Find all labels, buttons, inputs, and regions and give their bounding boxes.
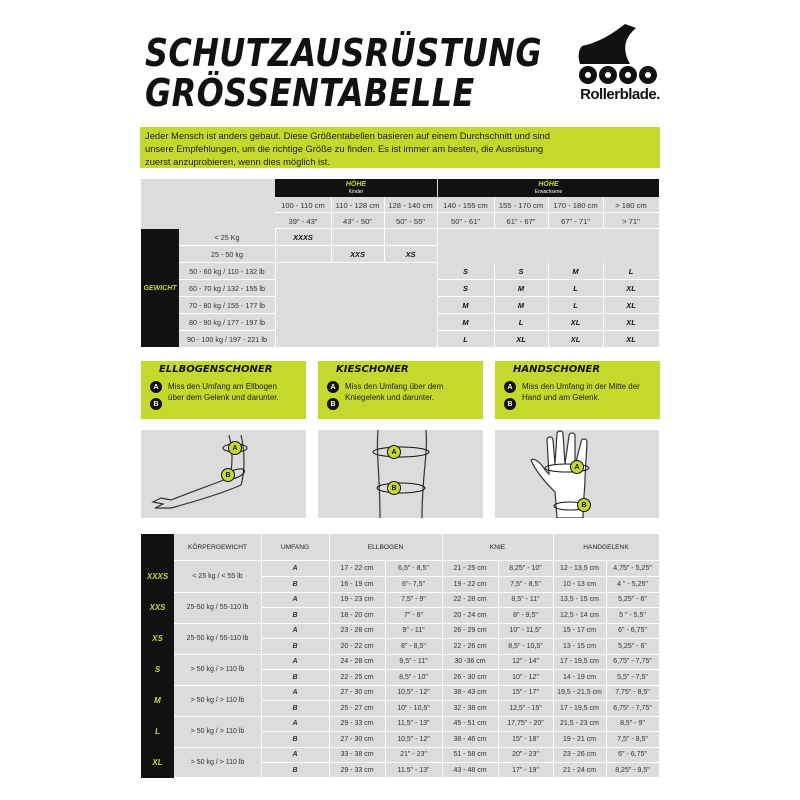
size-value-cell: L <box>518 318 524 327</box>
measure-cell: 51 - 58 cm <box>453 751 487 759</box>
grid-line <box>275 229 276 347</box>
measure-cell: 8,25" - 10" <box>509 565 542 573</box>
measure-cell: 19,5 - 21,5 cm <box>557 689 602 697</box>
measure-cell: 38 - 43 cm <box>453 689 487 697</box>
measure-cell: 22 - 28 cm <box>453 596 487 604</box>
umfang-cell: B <box>292 642 298 650</box>
grid-line <box>384 229 385 263</box>
grid-line <box>261 561 262 778</box>
measure-cell: 10" - 10,5" <box>397 704 430 712</box>
measure-cell: 26 - 30 cm <box>453 673 487 681</box>
measure-cell: 10,5" - 12" <box>397 689 430 697</box>
grid-line <box>384 197 385 229</box>
measure-cell: 12 - 13,5 cm <box>560 565 599 573</box>
grid-line <box>603 263 604 347</box>
size-label: XL <box>141 747 174 778</box>
elbow-illustration <box>141 430 306 518</box>
measure-cell: 4 " - 5,25" <box>617 580 648 588</box>
umfang-cell: B <box>292 580 298 588</box>
weight-range-cell: 70 - 80 kg / 155 - 177 lb <box>189 301 265 310</box>
marker-b-badge: B <box>150 398 162 410</box>
table-corner <box>141 534 174 561</box>
umfang-cell: B <box>292 611 298 619</box>
measure-cell: 4,75" - 5,25" <box>613 565 652 573</box>
protector-title: KIESCHONER <box>318 361 483 377</box>
measure-cell: 13 - 15 cm <box>562 642 597 650</box>
marker-a-badge: A <box>150 381 162 393</box>
height-inch-cell: 67" - 71" <box>560 216 591 226</box>
umfang-cell: A <box>292 596 298 604</box>
marker-b-badge: B <box>327 398 339 410</box>
measure-cell: 10" - 12" <box>512 673 539 681</box>
height-cm-cell: 100 - 110 cm <box>281 200 325 210</box>
umfang-cell: A <box>292 751 298 759</box>
size-label: S <box>141 654 174 685</box>
size-label: M <box>141 685 174 716</box>
height-cm-cell: 140 - 155 cm <box>443 200 488 210</box>
weight-range-cell: 90 - 100 kg / 197 - 221 lb <box>187 335 267 344</box>
size-value-cell: L <box>573 284 578 293</box>
measure-cell: 27 - 30 cm <box>340 735 374 743</box>
size-value-cell: S <box>463 267 468 276</box>
height-inch-cell: 50" - 55" <box>395 216 426 226</box>
marker-a: A <box>228 441 242 455</box>
body-weight-cell: > 50 kg / > 110 lb <box>190 728 245 735</box>
measure-cell: 6" - 6,75" <box>618 751 647 759</box>
marker-a: A <box>570 460 584 474</box>
size-value-cell: M <box>462 318 469 327</box>
height-cm-cell: 128 - 140 cm <box>388 200 433 210</box>
grid-line <box>329 534 330 561</box>
measure-cell: 6,75" - 7,75" <box>613 704 652 712</box>
measure-cell: 38 - 46 cm <box>453 735 487 743</box>
measure-cell: 12" - 14" <box>512 658 539 666</box>
grid-line <box>385 561 386 778</box>
size-value-cell: S <box>463 284 468 293</box>
grid-line <box>494 263 495 347</box>
size-value-cell: XL <box>570 335 581 344</box>
size-value-cell: M <box>462 301 469 310</box>
umfang-cell: A <box>292 658 298 666</box>
height-inch-cell: > 71" <box>622 216 640 226</box>
grid-line <box>329 561 330 778</box>
protector-header <box>495 361 660 377</box>
measure-cell: 21,5 - 23 cm <box>560 720 599 728</box>
height-inch-cell: 39" - 43" <box>288 216 318 226</box>
grid-line <box>437 197 438 229</box>
umfang-cell: B <box>292 766 298 774</box>
measure-cell: 15" - 17" <box>512 689 539 697</box>
measure-cell: 8,5" - 11" <box>511 596 540 604</box>
intro-text: Jeder Mensch ist anders gebaut. Diese Größentabellen basieren auf einem Durchschnitt und sind unsere Empfehlungen, um die richtige Größe zu finden. Es ist immer am besten, die Ausrüstung zuerst anzuprobieren, wenn dies möglich ist. <box>140 127 660 168</box>
size-value-cell: L <box>463 335 468 344</box>
measure-cell: 5,25" - 6" <box>618 642 647 650</box>
grid-line <box>275 212 659 213</box>
height-inch-cell: 50" - 61" <box>450 216 481 226</box>
grid-line <box>261 534 262 561</box>
weight-range-cell: < 25 Kg <box>214 233 240 242</box>
measure-cell: 17 - 22 cm <box>340 565 374 573</box>
size-value-cell: M <box>517 284 525 293</box>
grid-line <box>494 197 495 229</box>
measure-cell: 9" - 11" <box>402 627 425 635</box>
size-value-cell: L <box>628 267 634 276</box>
measure-cell: 20 - 22 cm <box>340 642 374 650</box>
measure-cell: 17 - 19,5 cm <box>560 658 599 666</box>
measure-cell: 27 - 30 cm <box>340 689 374 697</box>
size-label: L <box>141 716 174 747</box>
measure-cell: 7" - 8" <box>404 611 423 619</box>
col-header-weight: KÖRPERGEWICHT <box>188 544 247 551</box>
protector-title: ELLBOGENSCHONER <box>141 361 306 377</box>
grid-line <box>275 262 437 263</box>
measure-cell: 33 - 38 cm <box>340 751 374 759</box>
grid-line <box>548 263 549 347</box>
measure-cell: 9,5" - 11" <box>399 658 428 666</box>
protector-header <box>141 361 306 377</box>
measure-cell: 5 " - 5,5" <box>619 611 646 619</box>
marker-a-badge: A <box>327 381 339 393</box>
grid-line <box>606 561 607 778</box>
skate-logo-icon <box>570 20 670 86</box>
size-value-cell: L <box>573 301 578 310</box>
measure-cell: 17 - 19,5 cm <box>560 704 599 712</box>
brand-logo <box>570 20 670 110</box>
protector-header <box>318 361 483 377</box>
marker-b: B <box>221 468 235 482</box>
body-weight-cell: 25-50 kg / 55-110 lb <box>186 635 249 642</box>
body-weight-cell: > 50 kg / > 110 lb <box>190 666 245 673</box>
kids-height-header: HÖHE Kinder <box>275 179 437 197</box>
marker-a: A <box>387 445 401 459</box>
grid-line <box>437 229 438 347</box>
weight-range-cell: 50 - 60 kg / 110 - 132 lb <box>189 267 265 276</box>
measure-cell: 14 - 19 cm <box>562 673 597 681</box>
height-cm-cell: 110 - 128 cm <box>335 200 380 210</box>
weight-label: GEWICHT <box>141 229 179 347</box>
knee-illustration <box>318 430 483 518</box>
measure-cell: 8,5" - 10" <box>399 673 428 681</box>
umfang-cell: B <box>292 673 298 681</box>
grid-line <box>331 229 332 263</box>
marker-a-badge: A <box>504 381 516 393</box>
measure-cell: 32 - 38 cm <box>453 704 487 712</box>
measure-cell: 19 - 23 cm <box>340 596 374 604</box>
grid-line <box>275 228 659 229</box>
height-cm-cell: 155 - 170 cm <box>498 200 544 210</box>
measure-cell: 21 - 24 cm <box>562 766 597 774</box>
umfang-cell: A <box>292 627 298 635</box>
size-value-cell: XL <box>626 284 636 293</box>
measure-cell: 8" - 8,5" <box>401 642 426 650</box>
measure-cell: 11.5" - 13" <box>397 766 430 774</box>
marker-b-badge: B <box>504 398 516 410</box>
measure-cell: 16 - 19 cm <box>340 580 374 588</box>
grid-line <box>275 245 437 246</box>
size-label: XS <box>141 623 174 654</box>
measure-cell: 15" - 18" <box>512 735 539 743</box>
umfang-cell: A <box>292 720 298 728</box>
height-inch-cell: 43" - 50" <box>342 216 373 226</box>
instruction-line-b: Hand und am Gelenk. <box>522 393 600 402</box>
protector-instructions <box>318 377 483 419</box>
grid-line <box>331 197 332 229</box>
adult-height-header: HÖHE Erwachsene <box>438 179 659 197</box>
col-header-wrist: HANDGELENK <box>583 544 629 551</box>
measure-cell: 17" - 19" <box>512 766 539 774</box>
umfang-cell: A <box>292 689 298 697</box>
size-value-cell: M <box>517 301 525 310</box>
measure-cell: 8,25" - 9,5" <box>615 766 650 774</box>
height-inch-cell: 61" - 67" <box>506 216 536 226</box>
measure-cell: 30 -36 cm <box>454 658 486 666</box>
marker-b: B <box>577 498 591 512</box>
measure-cell: 11,5" - 13" <box>397 720 430 728</box>
measure-cell: 5,25" - 6" <box>618 596 647 604</box>
measure-cell: 15 - 17 cm <box>562 627 597 635</box>
instruction-line-a: Miss den Umfang am Ellbogen <box>168 382 277 391</box>
body-weight-cell: < 25 kg / < 55 lb <box>192 573 243 580</box>
body-weight-cell: 25-50 kg / 55-110 lb <box>186 604 249 611</box>
size-value-cell: XXS <box>350 250 365 259</box>
measure-cell: 10,5" - 12" <box>397 735 430 743</box>
brand-name: Rollerblade. <box>580 86 660 103</box>
grid-line <box>442 561 443 778</box>
measure-cell: 43 - 48 cm <box>453 766 487 774</box>
size-label: XXXS <box>141 561 174 592</box>
measure-cell: 21" - 23" <box>400 751 427 759</box>
measure-cell: 20 - 24 cm <box>453 611 487 619</box>
measure-cell: 23 - 28 cm <box>340 627 374 635</box>
measure-cell: 25 - 27 cm <box>340 704 374 712</box>
measure-cell: 10 - 13 cm <box>562 580 597 588</box>
measure-cell: 13,5 - 15 cm <box>560 596 599 604</box>
measure-cell: 12,5 - 14 cm <box>560 611 599 619</box>
measure-cell: 7,5" - 8,5" <box>617 735 648 743</box>
weight-range-cell: 60 - 70 kg / 132 - 155 lb <box>189 284 265 293</box>
instruction-line-b: über dem Gelenk und darunter. <box>168 393 279 402</box>
measure-cell: 6,5" - 8,5" <box>398 565 429 573</box>
body-weight-cell: > 50 kg / > 110 lb <box>190 759 245 766</box>
size-value-cell: XL <box>626 301 636 310</box>
hand-illustration <box>495 430 659 518</box>
measure-cell: 5,5" - 7,5" <box>617 673 648 681</box>
measure-cell: 19 - 22 cm <box>453 580 487 588</box>
size-value-cell: M <box>572 267 579 276</box>
weight-range-cell: 25 - 50 kg <box>211 250 243 259</box>
measure-cell: 24 - 28 cm <box>340 658 374 666</box>
col-header-elbow: ELLBOGEN <box>367 544 404 551</box>
col-header-knee: KNIE <box>489 544 506 551</box>
measure-cell: 8" - 9,5" <box>513 611 538 619</box>
knee-leg-icon <box>318 430 483 518</box>
size-value-cell: XL <box>516 335 526 344</box>
marker-b: B <box>387 481 401 495</box>
measure-cell: 20" - 23" <box>512 751 539 759</box>
measure-cell: 7,5" - 9" <box>401 596 426 604</box>
measure-cell: 21 - 25 cm <box>453 565 487 573</box>
measure-cell: 22 - 26 cm <box>453 642 487 650</box>
page-title-line1: SCHUTZAUSRÜSTUNG <box>145 31 542 75</box>
height-cm-cell: 170 - 180 cm <box>553 200 598 210</box>
measure-cell: 6"- 7,5" <box>402 580 425 588</box>
protector-title: HANDSCHONER <box>495 361 660 377</box>
measure-cell: 7,75" - 8,5" <box>615 689 650 697</box>
measure-cell: 26 - 29 cm <box>453 627 487 635</box>
measure-cell: 23 - 26 cm <box>562 751 597 759</box>
measure-cell: 7,5" - 8,5" <box>510 580 541 588</box>
umfang-cell: A <box>292 565 298 573</box>
instruction-line-b: Kniegelenk und darunter. <box>345 393 434 402</box>
measure-cell: 22 - 25 cm <box>340 673 374 681</box>
weight-range-cell: 80 - 90 kg / 177 - 197 lb <box>189 318 265 327</box>
page-title-line2: GRÖSSENTABELLE <box>145 71 475 115</box>
measure-cell: 29 - 33 cm <box>340 766 374 774</box>
instruction-line-a: Miss den Umfang über dem <box>345 382 444 391</box>
grid-line <box>553 561 554 778</box>
measure-cell: 8,5" - 9" <box>620 720 645 728</box>
size-value-cell: XL <box>570 318 581 327</box>
size-value-cell: XL <box>626 335 636 344</box>
grid-line <box>442 534 443 561</box>
grid-line <box>174 778 659 779</box>
col-header-umfang: UMFANG <box>280 544 310 551</box>
grid-line <box>548 197 549 229</box>
measure-cell: 19 - 21 cm <box>562 735 597 743</box>
measure-cell: 45 - 51 cm <box>453 720 487 728</box>
measure-cell: 10" - 11,5" <box>509 627 542 635</box>
measure-cell: 8,5" - 10,5" <box>508 642 543 650</box>
measure-cell: 6,75" - 7,75" <box>613 658 652 666</box>
instruction-line-a: Miss den Umfang in der Mitte der <box>522 382 640 391</box>
measure-cell: 18 - 20 cm <box>340 611 374 619</box>
measure-cell: 6" - 6,75" <box>618 627 647 635</box>
grid-line <box>553 534 554 561</box>
protector-instructions <box>141 377 306 419</box>
grid-line <box>498 561 499 778</box>
size-value-cell: XL <box>626 318 636 327</box>
size-label: XXS <box>141 592 174 623</box>
measure-cell: 29 - 33 cm <box>340 720 374 728</box>
measure-cell: 12,5" - 15" <box>509 704 542 712</box>
grid-line <box>174 560 659 561</box>
measure-cell: 17,75" - 20" <box>507 720 544 728</box>
umfang-cell: B <box>292 735 298 743</box>
grid-line <box>179 347 275 348</box>
size-value-cell: S <box>518 267 524 276</box>
body-weight-cell: > 50 kg / > 110 lb <box>190 697 245 704</box>
protector-instructions <box>495 377 660 419</box>
size-value-cell: XS <box>405 250 416 259</box>
height-cm-cell: > 180 cm <box>615 200 647 210</box>
grid-line <box>603 197 604 229</box>
size-value-cell: XXXS <box>293 233 313 242</box>
umfang-cell: B <box>292 704 298 712</box>
